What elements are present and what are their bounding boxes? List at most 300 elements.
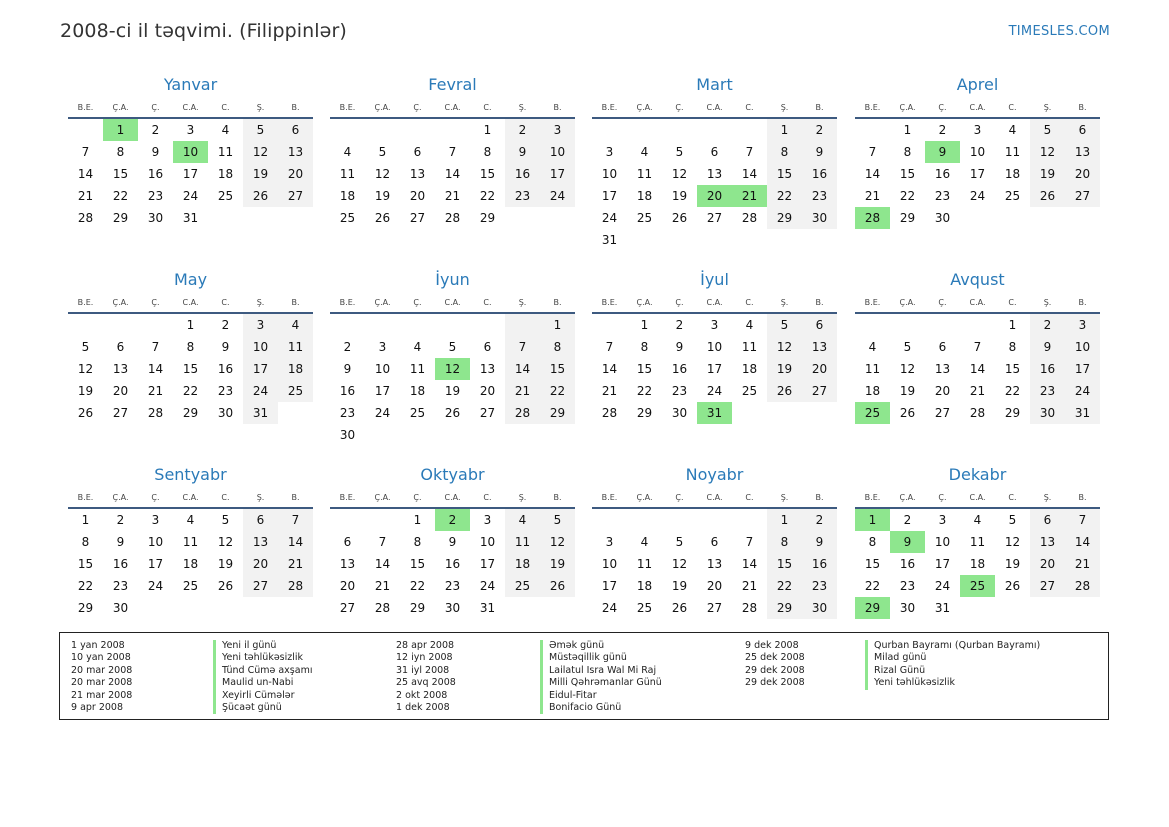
- weekday-label: C.A.: [182, 103, 199, 112]
- day-cell: 25: [182, 579, 199, 593]
- month-calendar: [592, 72, 837, 251]
- day-cell: 19: [1004, 557, 1021, 571]
- day-cell: 23: [112, 579, 129, 593]
- day-cell: 25: [1004, 189, 1021, 203]
- day-cell: 13: [802, 336, 837, 358]
- day-cell: 21: [601, 384, 618, 398]
- day-cell: [278, 402, 313, 424]
- week-row: [592, 597, 837, 619]
- day-cell: 4: [868, 340, 877, 354]
- day-cell: 16: [339, 384, 356, 398]
- day-cell: 7: [448, 145, 457, 159]
- day-cell: 26: [243, 185, 278, 207]
- month-days: [330, 509, 575, 619]
- day-cell: 13: [112, 362, 129, 376]
- legend-holiday-name: Eidul-Fitar: [540, 690, 662, 702]
- day-cell: 21: [505, 380, 540, 402]
- day-cell: 17: [479, 557, 496, 571]
- day-cell: 16: [147, 167, 164, 181]
- day-cell: 14: [741, 557, 758, 571]
- month-calendar: [592, 462, 837, 619]
- day-cell: 22: [182, 384, 199, 398]
- day-cell: 6: [243, 509, 278, 531]
- day-cell: 11: [505, 531, 540, 553]
- day-cell: 29: [855, 597, 890, 619]
- day-cell: [662, 509, 697, 531]
- weekday-label: Ç.A.: [899, 103, 916, 112]
- day-cell: [243, 597, 278, 619]
- day-cell: [400, 119, 435, 141]
- day-cell: 12: [1030, 141, 1065, 163]
- day-cell: 25: [741, 384, 758, 398]
- day-cell: 31: [697, 402, 732, 424]
- month-days: [855, 119, 1100, 229]
- day-cell: 16: [671, 362, 688, 376]
- day-cell: 21: [732, 185, 767, 207]
- day-cell: 13: [243, 531, 278, 553]
- week-row: [592, 185, 837, 207]
- weekday-label: C.A.: [969, 103, 986, 112]
- day-cell: 8: [540, 336, 575, 358]
- day-cell: [1030, 207, 1065, 229]
- day-cell: 22: [767, 575, 802, 597]
- legend-names: [865, 640, 1040, 690]
- day-cell: 26: [217, 579, 234, 593]
- day-cell: 22: [479, 189, 496, 203]
- month-name: Sentyabr: [154, 465, 227, 484]
- day-cell: [400, 424, 435, 446]
- weekday-label: Ç.: [413, 493, 422, 502]
- day-cell: [435, 119, 470, 141]
- weekday-label: C.A.: [444, 103, 461, 112]
- day-cell: 26: [77, 406, 94, 420]
- day-cell: 19: [540, 553, 575, 575]
- day-cell: 11: [636, 557, 653, 571]
- day-cell: 4: [640, 145, 649, 159]
- day-cell: 27: [112, 406, 129, 420]
- day-cell: 6: [116, 340, 125, 354]
- day-cell: 8: [868, 535, 877, 549]
- legend-date: 25 avq 2008: [396, 677, 456, 689]
- day-cell: 13: [1030, 531, 1065, 553]
- day-cell: 22: [767, 185, 802, 207]
- day-cell: 15: [636, 362, 653, 376]
- weekday-label: Ç.A.: [636, 493, 653, 502]
- day-cell: [278, 597, 313, 619]
- week-row: [855, 575, 1100, 597]
- day-cell: 10: [147, 535, 164, 549]
- day-cell: 18: [182, 557, 199, 571]
- day-cell: 26: [671, 601, 688, 615]
- day-cell: 29: [77, 601, 94, 615]
- day-cell: 22: [899, 189, 916, 203]
- month-name: Oktyabr: [420, 465, 485, 484]
- holiday-legend: [59, 632, 1109, 720]
- site-link[interactable]: TIMESLES.COM: [1008, 24, 1110, 39]
- day-cell: 1: [903, 123, 912, 137]
- day-cell: 13: [1065, 141, 1100, 163]
- day-cell: [1030, 597, 1065, 619]
- day-cell: 26: [899, 406, 916, 420]
- day-cell: 27: [409, 211, 426, 225]
- day-cell: 18: [636, 189, 653, 203]
- weekday-label: Ç.: [675, 298, 684, 307]
- weekday-label: Ç.: [938, 298, 947, 307]
- day-cell: 13: [934, 362, 951, 376]
- weekday-label: C.A.: [706, 493, 723, 502]
- week-row: [330, 207, 575, 229]
- day-cell: 5: [448, 340, 457, 354]
- day-cell: 5: [378, 145, 387, 159]
- day-cell: 28: [374, 601, 391, 615]
- day-cell: 3: [186, 123, 195, 137]
- legend-dates: [745, 640, 805, 690]
- weekday-label: Ç.A.: [899, 298, 916, 307]
- day-cell: 16: [1030, 358, 1065, 380]
- day-cell: [208, 207, 243, 229]
- day-cell: 24: [147, 579, 164, 593]
- day-cell: [767, 402, 802, 424]
- weekday-label: C.: [745, 103, 754, 112]
- day-cell: 2: [343, 340, 352, 354]
- weekday-label: Ç.: [938, 493, 947, 502]
- week-row: [68, 358, 313, 380]
- day-cell: 9: [116, 535, 125, 549]
- day-cell: 24: [1065, 380, 1100, 402]
- day-cell: [435, 314, 470, 336]
- day-cell: 3: [973, 123, 982, 137]
- day-cell: 6: [710, 145, 719, 159]
- day-cell: 5: [540, 509, 575, 531]
- day-cell: 7: [378, 535, 387, 549]
- day-cell: 17: [706, 362, 723, 376]
- day-cell: 19: [1030, 163, 1065, 185]
- month-days: [68, 509, 313, 619]
- day-cell: 29: [1004, 406, 1021, 420]
- day-cell: 30: [802, 597, 837, 619]
- weekday-label: C.A.: [969, 298, 986, 307]
- day-cell: 6: [278, 119, 313, 141]
- day-cell: 25: [339, 211, 356, 225]
- day-cell: 21: [1065, 553, 1100, 575]
- day-cell: 4: [640, 535, 649, 549]
- day-cell: 20: [278, 163, 313, 185]
- day-cell: 19: [77, 384, 94, 398]
- day-cell: [138, 314, 173, 336]
- legend-holiday-name: Yeni təhlükəsizlik: [213, 652, 312, 664]
- day-cell: 2: [116, 513, 125, 527]
- week-row: [592, 336, 837, 358]
- day-cell: 6: [1030, 509, 1065, 531]
- weekday-label: B.: [815, 103, 824, 112]
- legend-date: 12 iyn 2008: [396, 652, 453, 664]
- day-cell: 26: [671, 211, 688, 225]
- day-cell: 4: [1008, 123, 1017, 137]
- day-cell: 28: [855, 207, 890, 229]
- day-cell: 30: [112, 601, 129, 615]
- day-cell: 4: [505, 509, 540, 531]
- day-cell: 28: [969, 406, 986, 420]
- month-name: İyun: [435, 270, 470, 289]
- week-row: [330, 380, 575, 402]
- day-cell: [540, 207, 575, 229]
- weekday-label: Ş.: [1043, 103, 1052, 112]
- week-row: [68, 531, 313, 553]
- day-cell: 24: [601, 211, 618, 225]
- day-cell: 14: [444, 167, 461, 181]
- day-cell: 30: [444, 601, 461, 615]
- day-cell: 28: [77, 211, 94, 225]
- day-cell: 2: [802, 509, 837, 531]
- day-cell: 6: [413, 145, 422, 159]
- day-cell: 15: [767, 163, 802, 185]
- day-cell: 10: [934, 535, 951, 549]
- day-cell: 6: [938, 340, 947, 354]
- day-cell: 22: [636, 384, 653, 398]
- day-cell: 31: [601, 233, 618, 247]
- day-cell: 2: [802, 119, 837, 141]
- day-cell: [890, 314, 925, 336]
- week-row: [855, 207, 1100, 229]
- day-cell: 6: [343, 535, 352, 549]
- day-cell: 19: [217, 557, 234, 571]
- day-cell: 1: [81, 513, 90, 527]
- legend-date: 29 dek 2008: [745, 677, 805, 689]
- weekday-label: C.: [483, 493, 492, 502]
- day-cell: 31: [934, 601, 951, 615]
- day-cell: 23: [505, 185, 540, 207]
- week-row: [68, 597, 313, 619]
- day-cell: 16: [505, 163, 540, 185]
- week-row: [592, 358, 837, 380]
- day-cell: [330, 314, 365, 336]
- day-cell: 18: [278, 358, 313, 380]
- weekday-header: [330, 489, 575, 509]
- day-cell: 8: [116, 145, 125, 159]
- day-cell: 13: [706, 167, 723, 181]
- day-cell: 12: [77, 362, 94, 376]
- day-cell: 6: [802, 314, 837, 336]
- day-cell: 18: [1004, 167, 1021, 181]
- week-row: [592, 207, 837, 229]
- day-cell: 26: [540, 575, 575, 597]
- week-row: [330, 185, 575, 207]
- weekday-label: B.: [1078, 298, 1087, 307]
- day-cell: 4: [973, 513, 982, 527]
- weekday-header: [592, 294, 837, 314]
- day-cell: 21: [444, 189, 461, 203]
- day-cell: 29: [767, 597, 802, 619]
- day-cell: 2: [221, 318, 230, 332]
- month-days: [68, 119, 313, 229]
- day-cell: [732, 402, 767, 424]
- day-cell: 28: [444, 211, 461, 225]
- week-row: [68, 553, 313, 575]
- day-cell: [1065, 597, 1100, 619]
- day-cell: 25: [960, 575, 995, 597]
- day-cell: 28: [1065, 575, 1100, 597]
- weekday-header: [592, 489, 837, 509]
- day-cell: 7: [81, 145, 90, 159]
- day-cell: 12: [540, 531, 575, 553]
- day-cell: 20: [802, 358, 837, 380]
- day-cell: 16: [899, 557, 916, 571]
- day-cell: 20: [243, 553, 278, 575]
- day-cell: 12: [435, 358, 470, 380]
- week-row: [68, 119, 313, 141]
- day-cell: 11: [741, 340, 758, 354]
- day-cell: 13: [706, 557, 723, 571]
- day-cell: [505, 207, 540, 229]
- month-calendar: [855, 267, 1100, 424]
- day-cell: [330, 509, 365, 531]
- day-cell: 12: [217, 535, 234, 549]
- day-cell: 5: [243, 119, 278, 141]
- day-cell: 11: [278, 336, 313, 358]
- day-cell: 26: [767, 380, 802, 402]
- day-cell: 15: [182, 362, 199, 376]
- day-cell: 11: [409, 362, 426, 376]
- day-cell: [662, 119, 697, 141]
- day-cell: 18: [969, 557, 986, 571]
- day-cell: 10: [173, 141, 208, 163]
- weekday-label: C.: [1008, 103, 1017, 112]
- month-days: [592, 314, 837, 424]
- day-cell: 31: [479, 601, 496, 615]
- day-cell: 29: [409, 601, 426, 615]
- day-cell: 2: [435, 509, 470, 531]
- day-cell: 1: [855, 509, 890, 531]
- day-cell: 27: [479, 406, 496, 420]
- day-cell: 30: [934, 211, 951, 225]
- day-cell: 24: [182, 189, 199, 203]
- month-days: [330, 119, 575, 229]
- day-cell: 18: [864, 384, 881, 398]
- day-cell: 25: [505, 575, 540, 597]
- weekday-label: Ç.: [675, 493, 684, 502]
- day-cell: 9: [151, 145, 160, 159]
- day-cell: [732, 509, 767, 531]
- day-cell: 24: [243, 380, 278, 402]
- weekday-label: B.E.: [339, 493, 356, 502]
- day-cell: 1: [767, 509, 802, 531]
- day-cell: 19: [374, 189, 391, 203]
- month-days: [592, 119, 837, 251]
- weekday-label: Ç.A.: [899, 493, 916, 502]
- day-cell: 3: [483, 513, 492, 527]
- day-cell: 19: [444, 384, 461, 398]
- day-cell: 16: [444, 557, 461, 571]
- day-cell: [1065, 207, 1100, 229]
- weekday-header: [68, 99, 313, 119]
- day-cell: 1: [103, 119, 138, 141]
- day-cell: 8: [640, 340, 649, 354]
- legend-holiday-name: Milli Qəhrəmanlar Günü: [540, 677, 662, 689]
- day-cell: 13: [278, 141, 313, 163]
- day-cell: 27: [1030, 575, 1065, 597]
- legend-date: 9 apr 2008: [71, 702, 124, 714]
- day-cell: 9: [343, 362, 352, 376]
- day-cell: [540, 424, 575, 446]
- day-cell: 22: [77, 579, 94, 593]
- week-row: [68, 509, 313, 531]
- day-cell: 8: [483, 145, 492, 159]
- month-name: Avqust: [950, 270, 1005, 289]
- day-cell: 16: [112, 557, 129, 571]
- weekday-label: B.E.: [601, 493, 618, 502]
- day-cell: 3: [938, 513, 947, 527]
- week-row: [330, 424, 575, 446]
- day-cell: 8: [767, 531, 802, 553]
- legend-holiday-name: Əmək günü: [540, 640, 662, 652]
- weekday-label: Ç.A.: [112, 493, 129, 502]
- day-cell: 4: [343, 145, 352, 159]
- weekday-label: B.: [291, 493, 300, 502]
- day-cell: 8: [767, 141, 802, 163]
- day-cell: 15: [540, 358, 575, 380]
- legend-holiday-name: Tünd Cümə axşamı: [213, 665, 312, 677]
- day-cell: [470, 314, 505, 336]
- weekday-label: Ş.: [256, 103, 265, 112]
- weekday-label: Ş.: [780, 103, 789, 112]
- day-cell: 28: [147, 406, 164, 420]
- week-row: [68, 185, 313, 207]
- weekday-label: C.A.: [706, 298, 723, 307]
- day-cell: [592, 509, 627, 531]
- day-cell: 22: [540, 380, 575, 402]
- week-row: [592, 163, 837, 185]
- week-row: [330, 163, 575, 185]
- day-cell: 8: [1008, 340, 1017, 354]
- day-cell: [103, 314, 138, 336]
- day-cell: 7: [605, 340, 614, 354]
- day-cell: [802, 229, 837, 251]
- day-cell: 17: [1065, 358, 1100, 380]
- week-row: [855, 141, 1100, 163]
- week-row: [592, 380, 837, 402]
- week-row: [855, 336, 1100, 358]
- day-cell: 27: [706, 601, 723, 615]
- day-cell: 12: [899, 362, 916, 376]
- day-cell: 26: [1030, 185, 1065, 207]
- day-cell: [243, 207, 278, 229]
- day-cell: 19: [671, 579, 688, 593]
- day-cell: 25: [278, 380, 313, 402]
- day-cell: 4: [413, 340, 422, 354]
- day-cell: 20: [409, 189, 426, 203]
- week-row: [330, 358, 575, 380]
- day-cell: 15: [409, 557, 426, 571]
- day-cell: 1: [1008, 318, 1017, 332]
- day-cell: 19: [671, 189, 688, 203]
- day-cell: 15: [112, 167, 129, 181]
- day-cell: 22: [409, 579, 426, 593]
- weekday-label: C.: [745, 493, 754, 502]
- day-cell: 4: [221, 123, 230, 137]
- day-cell: 14: [864, 167, 881, 181]
- weekday-label: B.E.: [864, 103, 881, 112]
- weekday-label: B.E.: [864, 493, 881, 502]
- day-cell: 18: [636, 579, 653, 593]
- month-name: İyul: [700, 270, 729, 289]
- day-cell: 7: [745, 535, 754, 549]
- weekday-label: Ş.: [256, 493, 265, 502]
- day-cell: [627, 229, 662, 251]
- week-row: [330, 553, 575, 575]
- day-cell: 11: [339, 167, 356, 181]
- day-cell: 9: [448, 535, 457, 549]
- day-cell: 10: [479, 535, 496, 549]
